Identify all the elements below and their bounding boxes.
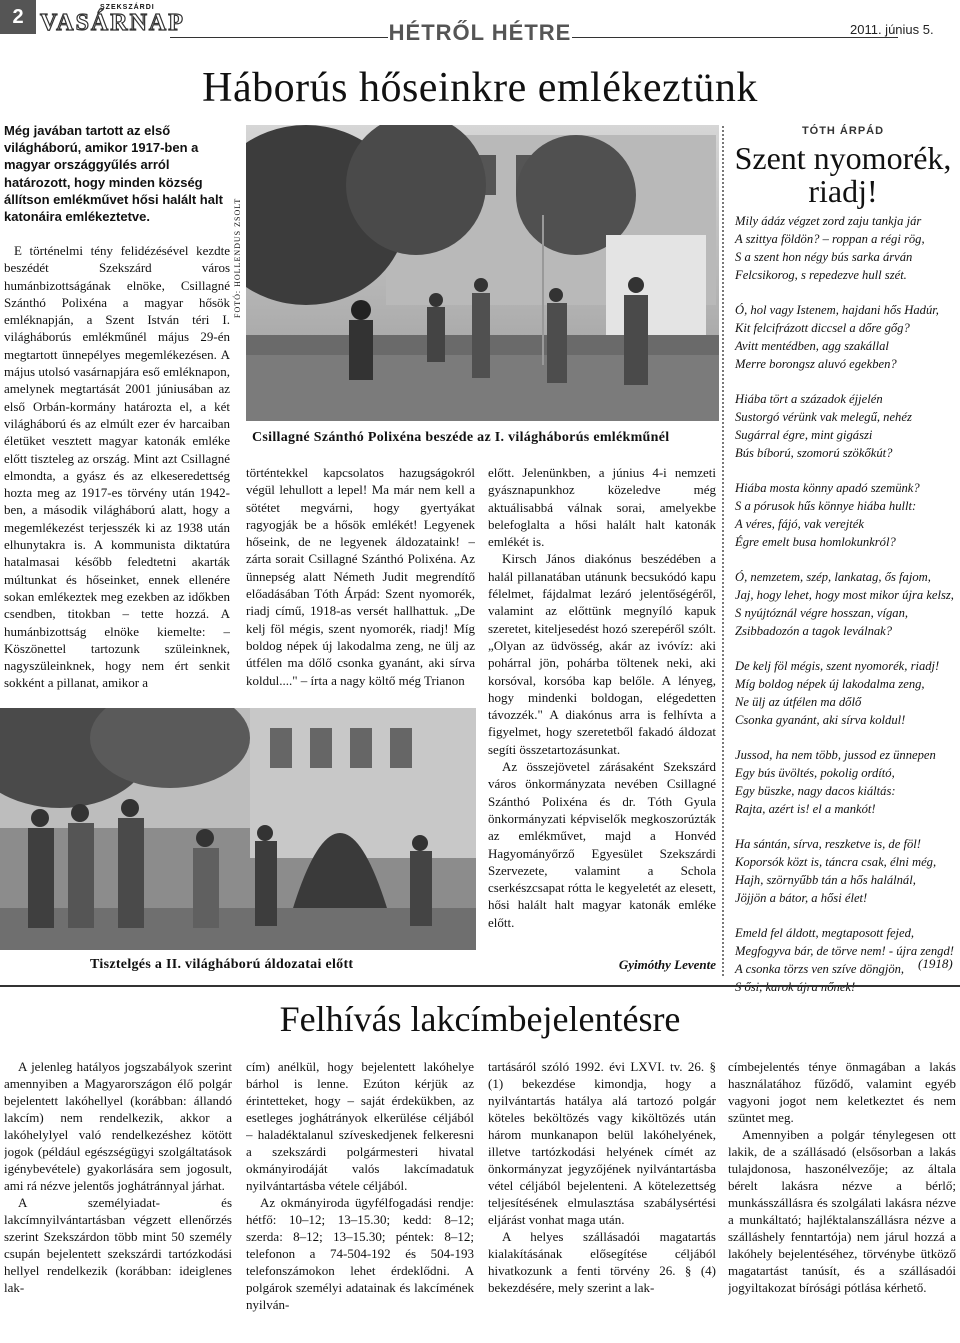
article-lead: Még javában tartott az első világháború, amikor 1917-ben a magyar országgyűlés arról határozott, hogy minden község állítson emlékművet hősi halált halt katonáira emlékeztetve.	[4, 123, 223, 225]
poem-line: Sugárral égre, mint gigászi	[735, 428, 873, 442]
poem-title: Szent nyomorék, riadj!	[734, 140, 952, 209]
poem-line: Avitt mentédben, agg szakállal	[735, 339, 889, 353]
paragraph: Kirsch János diakónus beszédében a halál pillanatában utánunk becsukódó kapu félelmet, fájdalmat lezáró jelentőségéről, valamint az előttünk megnyíló kapuk szeretet, kiteljesedést hozó szerepéről szólt. „Olyan az üdvösség, akár az ivóvíz: aki pohárral jön, pohárba töltenek neki, aki korsóval, korsóba kap belőle. A lényeg, hogy mindenki boldogan, elégedetten távozzék." A diakónus arra is felhívta a figyelmet, hogy szeretetből fakadó áldozat segíti összetartozásunkat.	[488, 551, 716, 757]
poem-line: Ha sántán, sírva, reszketve is, de föl!	[735, 837, 921, 851]
poem-line: S ősi, karok újra nőnek!	[735, 980, 856, 994]
rubric-rule-right	[572, 37, 898, 38]
section-divider	[0, 985, 960, 987]
poem-line: A véres, fájó, vak verejték	[735, 517, 864, 531]
poem-line: Egy büszke, nagy dacos kiáltás:	[735, 784, 896, 798]
poem-line: Jussod, ha nem több, jussod ez ünnepen	[735, 748, 936, 762]
article-column-2	[246, 464, 475, 708]
paragraph: E történelmi tény felidézésével kezdte beszédét Szekszárd város humánbizottságának elnöke, Csillagné Szánthó Polixéna a magyar hősök emléknapján, a Szent István téri I. világháborús emlékműnél május 29-én megtartott ünnepélyes megemlékezésen. A május utolsó vasárnapjára eső emléknapon, amelynek megtartását 2001 júniusában az első Orbán-kormány határozta el, a két világháború és az elmúlt ezer év harcaiban életüket vesztett magyar katonák emléke előtt tiszteleg az ország. Mint azt Csillagné elmondta, a gyász és az elkeseredettség hozta meg az 1917-es törvény után 1942-ben, a második világháború alatt, hogy a megemlékezést terjesszék ki az 1938 után elhunytakra is. A kommunista diktatúra hatalmasai később feledtetni akarták múltunkat és hőseinket, ennek ellenére sokan emlékeztek meg ezekben az időkben csendben, titokban – tette hozzá. A humánbizottság elnöke kiemelte: – Köszönettel tartozunk szüleinknek, nagyszüleinknek, hogy nem ért senkit sokként a pillanat, amikor a	[4, 243, 230, 691]
poem-stanza	[735, 657, 957, 729]
poem-line: Hiába mosta könny apadó szemünk?	[735, 481, 920, 495]
poem-line: Rajta, azért is! el a mankót!	[735, 802, 876, 816]
paragraph: történtekkel kapcsolatos hazugságokról végül lehullott a lepel! Ma már nem kell a sötétet megvárni, hogy gyertyákat ragyogják be a hősök emlékét! Legyenek hőseink, de ne legyenek áldozataink! – zárta sorait Csillagné Szánthó Polixéna. Az ünnepség alatt Németh Judit megrendítő előadásában Tóth Árpád: Szent nyomorék, riadj című, 1918-as versét hallhattuk. „De kelj föl mégis, szent nyomorék, riadj! Míg boldog népek új lakodalma zeng, ne ülj az útfélen ma dőlő csonka gyanánt, aki sírva koldul...." – írta a nagy költő még Trianon	[246, 465, 475, 688]
article-column-1	[4, 242, 230, 702]
paragraph: Az okmányiroda ügyfélfogadási rendje: hétfő: 10–12; 13–15.30; kedd: 8–12; szerda: 8–12; 13–15.30; péntek: 8–12; telefonon a 74-504-192 és 504-193 telefonszámokon lehet érdeklődni. A polgárok személyi adatainak és lakcímének nyilván-	[246, 1195, 474, 1312]
poem-line: Felcsikorog, s repedezve hull szét.	[735, 268, 907, 282]
paragraph: címbejelentés ténye önmagában a lakás használatához fűződő, valamint egyéb vagyoni jogot nem keletkeztet és nem szüntet meg.	[728, 1059, 956, 1125]
poem-stanza	[735, 479, 957, 551]
poem-body	[735, 212, 957, 1013]
poem-stanza	[735, 568, 957, 640]
poem-line: Ó, nemzetem, szép, lankatag, ős fajom,	[735, 570, 931, 584]
paragraph: Az összejövetel zárásaként Szekszárd város önkormányzata nevében Csillagné Szánthó Polixéna és dr. Tóth Gyula önkormányzati képviselők megkoszorúzták az emlékművet, majd a Honvéd Hagyományőrző Egyesület Szekszárdi Szervezete, valamint a Schola cserkészcsapat rótta le kegyeletét az elesett, hősi halált halt magyar katonák emléke előtt.	[488, 759, 716, 930]
poem-line: Zsibbadozón a tagok leválnak?	[735, 624, 893, 638]
poem-stanza	[735, 301, 957, 373]
poem-line: Csonka gyanánt, aki sírva koldul!	[735, 713, 906, 727]
poem-line: A szittya földön? – roppan a régi rög,	[735, 232, 925, 246]
poem-line: S a szent hon négy bús sarka árván	[735, 250, 913, 264]
poem-line: Merre borongsz aluvó egekben?	[735, 357, 897, 371]
article-signature: Gyimóthy Levente	[618, 957, 716, 972]
page-number: 2	[0, 0, 36, 34]
memorial-wreath-photo	[0, 708, 476, 950]
poem-year: (1918)	[918, 956, 953, 971]
poem-line: S nyújtóznál végre hosszan, vígan,	[735, 606, 909, 620]
poem-line: Ne ülj az útfélen ma dőlő	[735, 695, 862, 709]
photo-credit: FOTÓ: HOLLENDUS ZSOLT	[233, 197, 242, 318]
notice-headline: Felhívás lakcímbejelentésre	[279, 999, 681, 1039]
paper-name-small: SZEKSZÁRDI	[100, 4, 155, 11]
poem-stanza	[735, 746, 957, 818]
notice-column-2	[246, 1058, 474, 1340]
column-divider	[722, 126, 724, 976]
notice-column-3	[488, 1058, 716, 1340]
poem-line: Jöjjön a bátor, a hősi élet!	[735, 891, 868, 905]
memorial-speech-photo	[246, 125, 719, 421]
article-column-3	[488, 464, 716, 958]
poem-line: De kelj föl mégis, szent nyomorék, riadj!	[735, 659, 940, 673]
paragraph: cím) anélkül, hogy bejelentett lakóhelye bárhol is lenne. Ezúton kérjük az érintetteket, hogy – saját érdekükben, az esetleges joghátrányok elkerülése céljából – haladéktalanul szíveskedjenek felkeresni a szekszárdi polgármesteri hivatal okmányirodáját valós lakcímadatuk nyilvántartásba vétele céljából.	[246, 1059, 474, 1193]
poem-line: Koporsók közt is, táncra csak, élni még,	[735, 855, 937, 869]
paragraph: előtt. Jelenünkben, a június 4-i nemzeti gyásznapunkhoz közeledve még aktuálisabbá válnak sorai, amelyekbe belefoglalta a hősi halált halt katonák emlékét is.	[488, 465, 716, 550]
poem-line: Emeld fel áldott, megtaposott fejed,	[735, 926, 915, 940]
poem-stanza	[735, 390, 957, 462]
poem-line: Sustorgó vérünk vak melegű, nehéz	[735, 410, 912, 424]
photo-caption-bottom: Tisztelgés a II. világháború áldozatai előtt	[90, 957, 354, 972]
issue-date: 2011. június 5.	[850, 22, 934, 37]
poem-line: Ó, hol vagy Istenem, hajdani hős Hadúr,	[735, 303, 939, 317]
poem-line: Egy bús üvöltés, pokolig ordító,	[735, 766, 895, 780]
photo-caption-top: Csillagné Szánthó Polixéna beszéde az I. világháborús emlékműnél	[252, 430, 670, 445]
poem-line: Megfogyva bár, de törve nem! - újra zengd!	[735, 944, 954, 958]
poem-line: A csonka törzs ven szíve döngjön,	[735, 962, 905, 976]
poem-line: Mily ádáz végzet zord zaju tankja jár	[735, 214, 922, 228]
notice-column-1	[4, 1058, 232, 1340]
poem-line: Bús bíború, szomorú szökőkút?	[735, 446, 893, 460]
poem-line: Égre emelt busa homlokunkról?	[735, 535, 896, 549]
poem-line: Kit felcifrázott diccsel a dőre gőg?	[735, 321, 910, 335]
paragraph: tartásáról szóló 1992. évi LXVI. tv. 26. § (1) bekezdése kimondja, hogy a nyilvántartás hatálya alá tartozó polgár köteles beköltözés vagy kiköltözés után három munkanapon belül lakóhelyének, illetve tartózkodási helyének címét az önkormányzat jegyzőjének nyilvántartásba vétel céljából bejelenteni. A kötelezettség teljesítésének elmulasztása szabálysértési eljárást vonhat maga után.	[488, 1059, 716, 1227]
article-headline: Háborús hőseinkre emlékeztünk	[202, 65, 758, 111]
poem-stanza	[735, 212, 957, 284]
poem-line: Hiába tört a századok éjjelén	[735, 392, 883, 406]
poem-line: Hajh, szörnyűbb tán a hős halálnál,	[735, 873, 916, 887]
paragraph: A jelenleg hatályos jogszabályok szerint amennyiben a Magyarországon élő polgár bejelentett lakóhellyel (korábban: állandó lakcím) nem rendelkezik, akkor a lakóhelylyel való rendelkezéshez kötött jogok (például egészségügyi szolgáltatások igénybevétele) gyakorlására sem jogosult, ami rá nézve jelentős joghátránnyal járhat.	[4, 1059, 232, 1193]
paragraph: Amennyiben a polgár ténylegesen ott lakik, de a szállásadó (elsősorban a lakás tulajdonosa, haszonélvezője; az általa bérelt lakásra nézve a bérlő; munkásszállásra és szolgálati lakásra nézve a munkáltató; hajléktalanszállásra nézve a szálláshely fenntartója) nem járul hozzá a lakóhely bejelentéséhez, törvénybe ütköző magatartást tanúsít, és a szállásadói jogyiltakozat bírósági pótlása kérhető.	[728, 1127, 956, 1295]
poem-line: Míg boldog népek új lakodalma zeng,	[735, 677, 925, 691]
notice-column-4	[728, 1058, 956, 1340]
section-rubric: HÉTRŐL HÉTRE	[388, 20, 572, 45]
poem-line: S a pórusok hűs könnye hiába hullt:	[735, 499, 917, 513]
paragraph: A személyiadat- és lakcímnyilvántartásban végzett ellenőrzés szerint Szekszárdon több mint 50 személy csupán bejelentett szekszárdi tartózkodási hellyel rendelkezik (korábban: ideiglenes lak-	[4, 1195, 232, 1295]
poem-author: TÓTH ÁRPÁD	[801, 125, 885, 137]
poem-stanza	[735, 835, 957, 907]
poem-line: Jaj, hogy lehet, hogy most mikor újra kelsz,	[735, 588, 954, 602]
paragraph: A helyes szállásadói magatartás kialakításának elősegítése céljából hivatkozunk a fenti törvény 26. § (4) bekezdésére, mely szerint a lak-	[488, 1229, 716, 1295]
paper-name: VASÁRNAP	[40, 10, 185, 36]
